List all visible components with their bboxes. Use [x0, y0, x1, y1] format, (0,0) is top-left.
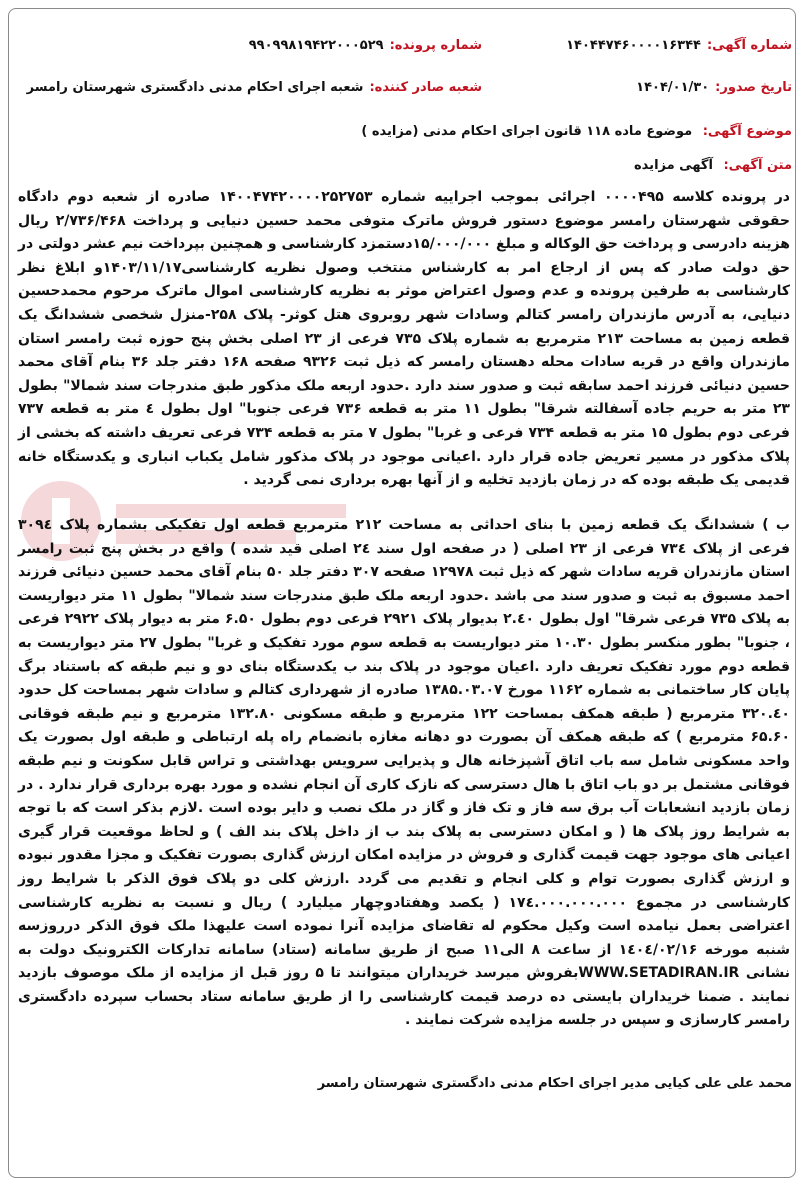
- issuer-value: شعبه اجرای احکام مدنی دادگستری شهرستان رامسر: [26, 79, 364, 95]
- case-number-value: ۹۹۰۹۹۸۱۹۴۲۲۰۰۰۵۲۹: [248, 37, 384, 53]
- meta-row-numbers: [14, 30, 792, 60]
- meta-row-issuer: [14, 72, 792, 102]
- signature-line: محمد علی علی کیایی مدیر اجرای احکام مدنی دادگستری شهرستان رامسر: [317, 1076, 792, 1091]
- case-number-label: شماره پرونده:: [389, 37, 482, 53]
- subject-label: موضوع آگهی:: [702, 124, 792, 139]
- subject-line: [361, 124, 792, 139]
- body-heading-line: [634, 158, 792, 173]
- issue-date-value: ۱۴۰۴/۰۱/۳۰: [636, 79, 710, 95]
- case-number-field: [249, 38, 482, 53]
- paragraph-a: در پرونده کلاسه ۰۰۰۰۴۹۵ اجرائی بموجب اجراییه شماره ۱۴۰۰۴۷۴۲۰۰۰۰۲۵۲۷۵۳ صادره از شعبه دوم دادگاه حقوقی شهرستان رامسر موضوع دستور فروش ماترک متوفی محمد حسین دنیایی و پرداخت ۲/۷۳۶/۴۶۸ ریال هزینه دادرسی و پرداخت حق الوکاله و مبلغ ۱۵/۰۰۰/۰۰۰دستمزد کارشناسی و همچنین بپرداخت نیم عشر دولتی در حق دولت صادر که پس از ارجاع امر به کارشناس منتخب وصول نظریه کارشناسی۱۴۰۳/۱۱/۱۷و ابلاغ نظر کارشناسی به طرفین پرونده و عدم وصول اعتراض موثر به نظریه کارشناسی اموال ماترک مرحوم محمدحسین دنیایی، به آدرس مازندران رامسر کتالم وسادات شهر روبروی هتل کوثر- پلاک ۲۵۸-منزل شخصی ششدانگ یک قطعه زمین به مساحت ۲۱۳ مترمربع به شماره پلاک ۷۳۵ فرعی از ۲۳ اصلی بخش پنج حوزه ثبت رامسر استان مازندران واقع در قریه سادات محله دهستان رامسر که ذیل ثبت ۹۳۲۶ صفحه ۱۶۸ دفتر جلد ۳۶ بنام آقای محمد حسین دنیائی فرزند احمد سابقه ثبت و صدور سند دارد .حدود اربعه ملک مذکور طبق مندرجات سند شمالا" بطول ۲۳ متر به حریم جاده آسفالته شرقا" بطول ۱۱ متر به قطعه ۷۳۶ فرعی جنوبا" اول بطول ٤ متر به قطعه ۷۳۷ فرعی دوم بطول ۱۵ متر به قطعه ۷۳۴ فرعی و غربا" بطول ۷ متر به قطعه ۷۳۴ فرعی تعریف داشته که بخشی از پلاک مذکور در مسیر تعریض جاده قرار دارد .اعیانی موجود در پلاک مذکور شامل یکباب انباری و یکدستگاه خانه قدیمی یک طبقه بوده که در زمان بازدید تخلیه و از آنها بهره برداری نمی گردید .: [18, 189, 790, 489]
- body-label: متن آگهی:: [723, 158, 792, 173]
- ad-number-label: شماره آگهی:: [706, 37, 792, 53]
- paragraph-b: ب ) ششدانگ یک قطعه زمین با بنای احداثی به مساحت ۲۱۲ مترمربع قطعه اول تفکیکی بشماره پلاک ۳۰۹٤ فرعی از پلاک ۷۳٤ فرعی از ۲۳ اصلی ( در صفحه اول سند ۲٤ اصلی قید شده ) واقع در بخش پنج ثبت رامسر استان مازندران قریه سادات شهر که ذیل ثبت ۱۲۹۷۸ صفحه ۳۰۷ دفتر جلد ۵۰ بنام آقای محمد حسین دنیائی فرزند احمد مسبوق به ثبت و صدور سند می باشد .حدود اربعه ملک طبق مندرجات سند شمالا" بطول ۱۱ متر دیواریست به پلاک ۷۳۵ فرعی شرقا" اول بطول ۲.٤۰ بدیوار پلاک ۲۹۲۱ فرعی دوم بطول ۶.۵۰ متر به دیوار پلاک ۲۹۲۲ فرعی ، جنوبا" بطور منکسر بطول ۱۰.۳۰ متر دیواریست به قطعه سوم مورد تفکیک و غربا" بطول ۲۷ متر دیواریست به قطعه دوم مورد تفکیک تعریف دارد .اعیان موجود در پلاک بند ب یکدستگاه بنای دو و نیم طبقه که باستناد برگ پایان کار ساختمانی به شماره ۱۱۶۲ مورخ ۱۳۸۵.۰۳.۰۷ صادره از شهرداری کتالم و سادات شهر بمساحت کل حدود ۳۲۰.٤۰ مترمربع ( طبقه همکف بمساحت ۱۲۲ مترمربع و طبقه مسکونی ۱۳۲.۸۰ مترمربع و نیم طبقه فوقانی ۶۵.۶۰ مترمربع ) که طبقه همکف آن بصورت دو دهانه مغازه بانضمام راه پله ارتباطی و طبقه اول بصورت یک واحد مسکونی شامل سه باب اتاق آشپزخانه هال و پذیرایی سرویس بهداشتی و تراس قابل سکونت و نیم طبقه فوقانی مشتمل بر دو باب اتاق با هال دسترسی که نازک کاری آن انجام نشده و مورد بهره برداری قرار ندارد . در زمان بازدید انشعابات آب برق سه فاز و تک فاز و گاز در ملک نصب و دایر بوده است .لازم بذکر است که با توجه به شرایط روز پلاک ها ( و امکان دسترسی به پلاک بند ب از داخل پلاک بند الف ) و لحاظ موقعیت قرار گیری اعیانی های موجود جهت قیمت گذاری و فروش در مزایده امکان ارزش گذاری بصورت تفکیک و مجزا مقدور نبوده و ارزش گذاری بصورت توام و کلی انجام و تقدیم می گردد .ارزش کلی دو پلاک فوق الذکر با شرایط روز کارشناسی در مجموع ۱۷٤.۰۰۰.۰۰۰.۰۰۰ ( یکصد وهفتادوچهار میلیارد ) ریال و نسبت به نظریه کارشناسی اعتراضی بعمل نیامده است وکیل محکوم له تقاضای مزایده آنرا نموده است علیهذا ملک فوق الذکر درروزسه شنبه مورخه ۱٤۰٤/۰۲/۱۶ از ساعت ۸ الی۱۱ صبح از طریق سامانه (ستاد) سامانه تدارکات الکترونیک دولت به نشانی WWW.SETADIRAN.IRبفروش میرسد خریداران میتوانند تا ۵ روز قبل از مزایده از ملک موصوف بازدید نمایند . ضمنا خریداران بایستی ده درصد قیمت کارشناسی را از طریق سامانه ستاد بحساب سپرده دادگستری رامسر کارسازی و سپس در جلسه مزایده شرکت نمایند .: [18, 517, 791, 1029]
- ad-number-value: ۱۴۰۴۴۷۴۶۰۰۰۰۱۶۳۴۴: [566, 37, 701, 53]
- ad-number-field: [482, 38, 792, 53]
- issuer-label: شعبه صادر کننده:: [369, 79, 482, 95]
- body-heading: آگهی مزایده: [634, 158, 713, 173]
- issue-date-label: تاریخ صدور:: [715, 79, 792, 95]
- issuer-field: [27, 80, 482, 95]
- subject-value: موضوع ماده ۱۱۸ قانون اجرای احکام مدنی (مزایده ): [361, 124, 693, 139]
- issue-date-field: [482, 80, 792, 95]
